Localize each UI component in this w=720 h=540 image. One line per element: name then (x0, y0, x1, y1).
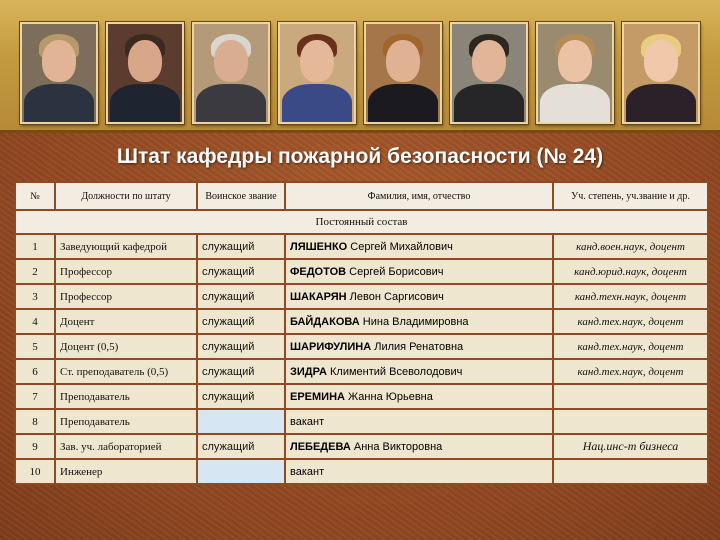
row-fio (285, 359, 553, 384)
row-position: Зав. уч. лабораторией (55, 434, 197, 459)
row-given-name: Левон Саргисович (349, 290, 444, 303)
row-rank (197, 409, 285, 434)
row-fio (285, 409, 553, 434)
row-fio (285, 284, 553, 309)
row-surname: ШАРИФУЛИНА (290, 340, 372, 353)
row-fio (285, 334, 553, 359)
photo-5-icon (364, 22, 442, 124)
header-position: Должности по штату (55, 182, 197, 210)
row-given-name: вакант (290, 415, 325, 428)
row-rank: служащий (197, 434, 285, 459)
row-fio (285, 434, 553, 459)
row-surname: ЛЯШЕНКО (290, 240, 348, 253)
photo-6-icon (450, 22, 528, 124)
row-surname: ЕРЕМИНА (290, 390, 345, 403)
staff-table (14, 181, 709, 485)
row-surname: ЗИДРА (290, 365, 327, 378)
row-surname: ФЕДОТОВ (290, 265, 347, 278)
row-degree (553, 409, 708, 434)
row-surname: ШАКАРЯН (290, 290, 347, 303)
row-num: 8 (15, 409, 55, 434)
row-position: Профессор (55, 284, 197, 309)
row-num: 1 (15, 234, 55, 259)
row-degree: канд.тех.наук, доцент (553, 309, 708, 334)
row-fio (285, 234, 553, 259)
photo-8-icon (622, 22, 700, 124)
table-row (15, 409, 708, 434)
row-given-name: Жанна Юрьевна (348, 390, 433, 403)
table-row (15, 384, 708, 409)
table-row (15, 234, 708, 259)
row-position: Инженер (55, 459, 197, 484)
row-fio (285, 259, 553, 284)
table-row (15, 359, 708, 384)
row-rank: служащий (197, 284, 285, 309)
row-degree: канд.воен.наук, доцент (553, 234, 708, 259)
section-label: Постоянный состав (15, 210, 708, 234)
row-position: Доцент (55, 309, 197, 334)
header-degree: Уч. степень, уч.звание и др. (553, 182, 708, 210)
table-row (15, 284, 708, 309)
row-position: Доцент (0,5) (55, 334, 197, 359)
header-fio: Фамилия, имя, отчество (285, 182, 553, 210)
row-degree: канд.юрид.наук, доцент (553, 259, 708, 284)
row-position: Преподаватель (55, 409, 197, 434)
row-fio (285, 384, 553, 409)
photo-3-icon (192, 22, 270, 124)
row-given-name: Нина Владимировна (362, 315, 469, 328)
row-num: 4 (15, 309, 55, 334)
row-given-name: Климентий Всеволодович (330, 365, 463, 378)
row-num: 10 (15, 459, 55, 484)
table-row (15, 259, 708, 284)
row-num: 6 (15, 359, 55, 384)
row-num: 7 (15, 384, 55, 409)
table-header-row (15, 182, 708, 210)
row-fio (285, 459, 553, 484)
row-given-name: Сергей Михайлович (350, 240, 453, 253)
row-rank (197, 459, 285, 484)
photo-7-icon (536, 22, 614, 124)
table-row (15, 434, 708, 459)
photo-4-icon (278, 22, 356, 124)
row-num: 3 (15, 284, 55, 309)
row-given-name: Сергей Борисович (349, 265, 444, 278)
row-degree: Нац.инс-т бизнеса (553, 434, 708, 459)
row-degree (553, 459, 708, 484)
section-row (15, 210, 708, 234)
row-degree (553, 384, 708, 409)
row-position: Профессор (55, 259, 197, 284)
photo-strip (0, 0, 720, 133)
row-given-name: Лилия Ренатовна (374, 340, 464, 353)
row-rank: служащий (197, 259, 285, 284)
page-title: Штат кафедры пожарной безопасности (№ 24) (116, 145, 604, 168)
photo-1-icon (20, 22, 98, 124)
row-degree: канд.техн.наук, доцент (553, 284, 708, 309)
row-surname: БАЙДАКОВА (290, 315, 360, 328)
table-row (15, 309, 708, 334)
row-position: Ст. преподаватель (0,5) (55, 359, 197, 384)
header-rank: Воинское звание (197, 182, 285, 210)
row-degree: канд.тех.наук, доцент (553, 359, 708, 384)
row-position: Преподаватель (55, 384, 197, 409)
row-rank: служащий (197, 309, 285, 334)
row-rank: служащий (197, 359, 285, 384)
row-given-name: вакант (290, 465, 325, 478)
table-row (15, 459, 708, 484)
header-num: № (15, 182, 55, 210)
row-rank: служащий (197, 384, 285, 409)
row-rank: служащий (197, 234, 285, 259)
row-degree: канд.тех.наук, доцент (553, 334, 708, 359)
row-fio (285, 309, 553, 334)
row-surname: ЛЕБЕДЕВА (290, 440, 351, 453)
photo-2-icon (106, 22, 184, 124)
row-num: 2 (15, 259, 55, 284)
row-num: 5 (15, 334, 55, 359)
row-rank: служащий (197, 334, 285, 359)
row-position: Заведующий кафедрой (55, 234, 197, 259)
row-num: 9 (15, 434, 55, 459)
table-row (15, 334, 708, 359)
row-given-name: Анна Викторовна (353, 440, 443, 453)
